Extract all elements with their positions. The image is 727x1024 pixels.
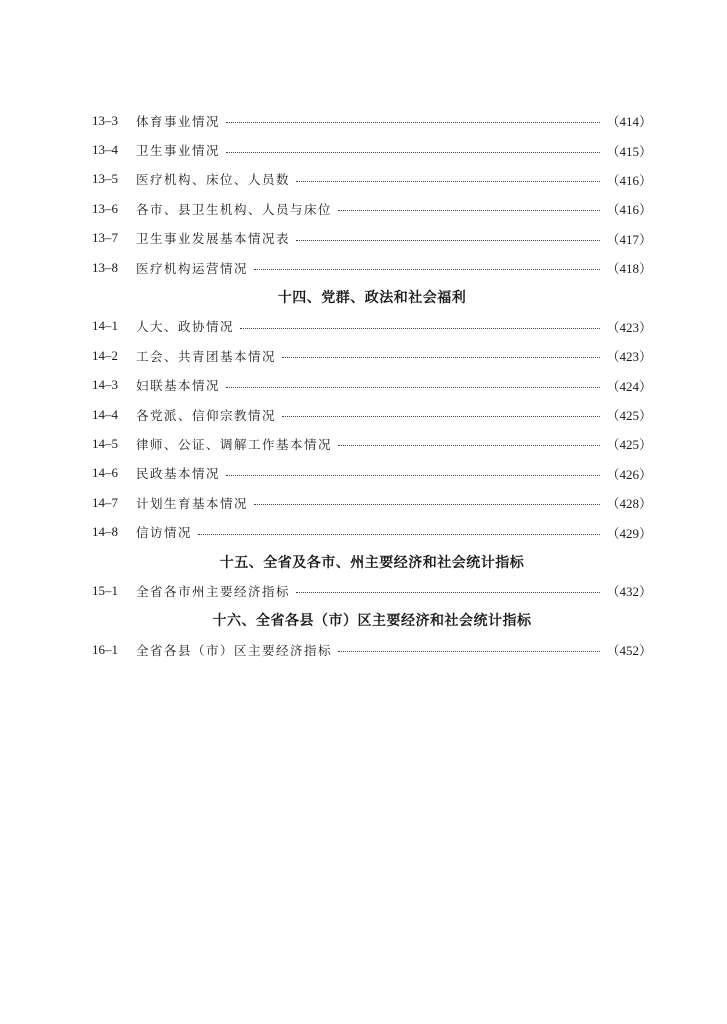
toc-entry[interactable] (92, 576, 652, 605)
entry-number: 14–2 (92, 347, 118, 363)
entry-title: 计划生育基本情况 (136, 495, 249, 511)
toc-entry[interactable] (92, 135, 652, 164)
page-number: （417） (606, 231, 652, 247)
dot-leader (198, 522, 600, 535)
dot-leader (338, 639, 600, 652)
dot-leader (226, 140, 600, 153)
dot-leader (296, 169, 600, 182)
toc-entry[interactable] (92, 224, 652, 253)
entry-number: 14–8 (92, 524, 118, 540)
dot-leader (254, 257, 600, 270)
page-number: （425） (606, 408, 652, 424)
page-number: （452） (606, 643, 652, 659)
toc-entry[interactable] (92, 165, 652, 194)
table-of-contents (92, 106, 652, 664)
entry-title: 人大、政协情况 (136, 319, 235, 335)
toc-entry[interactable] (92, 371, 652, 400)
entry-number: 16–1 (92, 641, 118, 657)
entry-title: 医疗机构、床位、人员数 (136, 172, 291, 188)
page-number: （423） (606, 349, 652, 365)
entry-title: 全省各市州主要经济指标 (136, 583, 291, 599)
dot-leader (296, 228, 600, 241)
page-number: （426） (606, 466, 652, 482)
entry-number: 13–3 (92, 112, 118, 128)
toc-entry[interactable] (92, 194, 652, 223)
dot-leader (226, 375, 600, 388)
entry-number: 13–5 (92, 171, 118, 187)
entry-title: 律师、公证、调解工作基本情况 (136, 436, 333, 452)
page-number: （415） (606, 143, 652, 159)
page-number: （414） (606, 114, 652, 130)
toc-entry[interactable] (92, 106, 652, 135)
entry-number: 13–7 (92, 230, 118, 246)
entry-title: 妇联基本情况 (136, 378, 221, 394)
dot-leader (282, 345, 600, 358)
page-number: （424） (606, 378, 652, 394)
entry-number: 14–6 (92, 465, 118, 481)
entry-number: 13–6 (92, 200, 118, 216)
entry-title: 卫生事业情况 (136, 143, 221, 159)
dot-leader (226, 463, 600, 476)
toc-entry[interactable] (92, 635, 652, 664)
toc-entry[interactable] (92, 253, 652, 282)
toc-entry[interactable] (92, 312, 652, 341)
toc-entry[interactable] (92, 459, 652, 488)
toc-entry[interactable] (92, 400, 652, 429)
section-heading: 十六、全省各县（市）区主要经济和社会统计指标 (212, 613, 532, 630)
page-number: （432） (606, 584, 652, 600)
entry-title: 全省各县（市）区主要经济指标 (136, 642, 333, 658)
entry-number: 14–1 (92, 318, 118, 334)
entry-number: 14–5 (92, 435, 118, 451)
dot-leader (282, 404, 600, 417)
entry-title: 民政基本情况 (136, 466, 221, 482)
dot-leader (296, 580, 600, 593)
dot-leader (240, 316, 600, 329)
section-heading: 十四、党群、政法和社会福利 (277, 290, 467, 307)
entry-number: 13–8 (92, 259, 118, 275)
toc-entry[interactable] (92, 517, 652, 546)
page-number: （418） (606, 261, 652, 277)
entry-number: 13–4 (92, 142, 118, 158)
page-number: （428） (606, 496, 652, 512)
page-number: （416） (606, 172, 652, 188)
entry-number: 14–7 (92, 494, 118, 510)
dot-leader (226, 110, 600, 123)
toc-entry[interactable] (92, 488, 652, 517)
page-number: （429） (606, 525, 652, 541)
entry-title: 医疗机构运营情况 (136, 260, 249, 276)
entry-title: 工会、共青团基本情况 (136, 348, 277, 364)
page-number: （425） (606, 437, 652, 453)
entry-number: 15–1 (92, 582, 118, 598)
dot-leader (254, 492, 600, 505)
dot-leader (338, 198, 600, 211)
entry-title: 信访情况 (136, 525, 193, 541)
entry-number: 14–4 (92, 406, 118, 422)
toc-entry[interactable] (92, 341, 652, 370)
page-number: （423） (606, 319, 652, 335)
entry-title: 各市、县卫生机构、人员与床位 (136, 201, 333, 217)
entry-number: 14–3 (92, 377, 118, 393)
toc-entry[interactable] (92, 429, 652, 458)
dot-leader (338, 433, 600, 446)
section-heading: 十五、全省及各市、州主要经济和社会统计指标 (219, 554, 525, 571)
entry-title: 卫生事业发展基本情况表 (136, 231, 291, 247)
entry-title: 各党派、信仰宗教情况 (136, 407, 277, 423)
entry-title: 体育事业情况 (136, 113, 221, 129)
page-number: （416） (606, 202, 652, 218)
